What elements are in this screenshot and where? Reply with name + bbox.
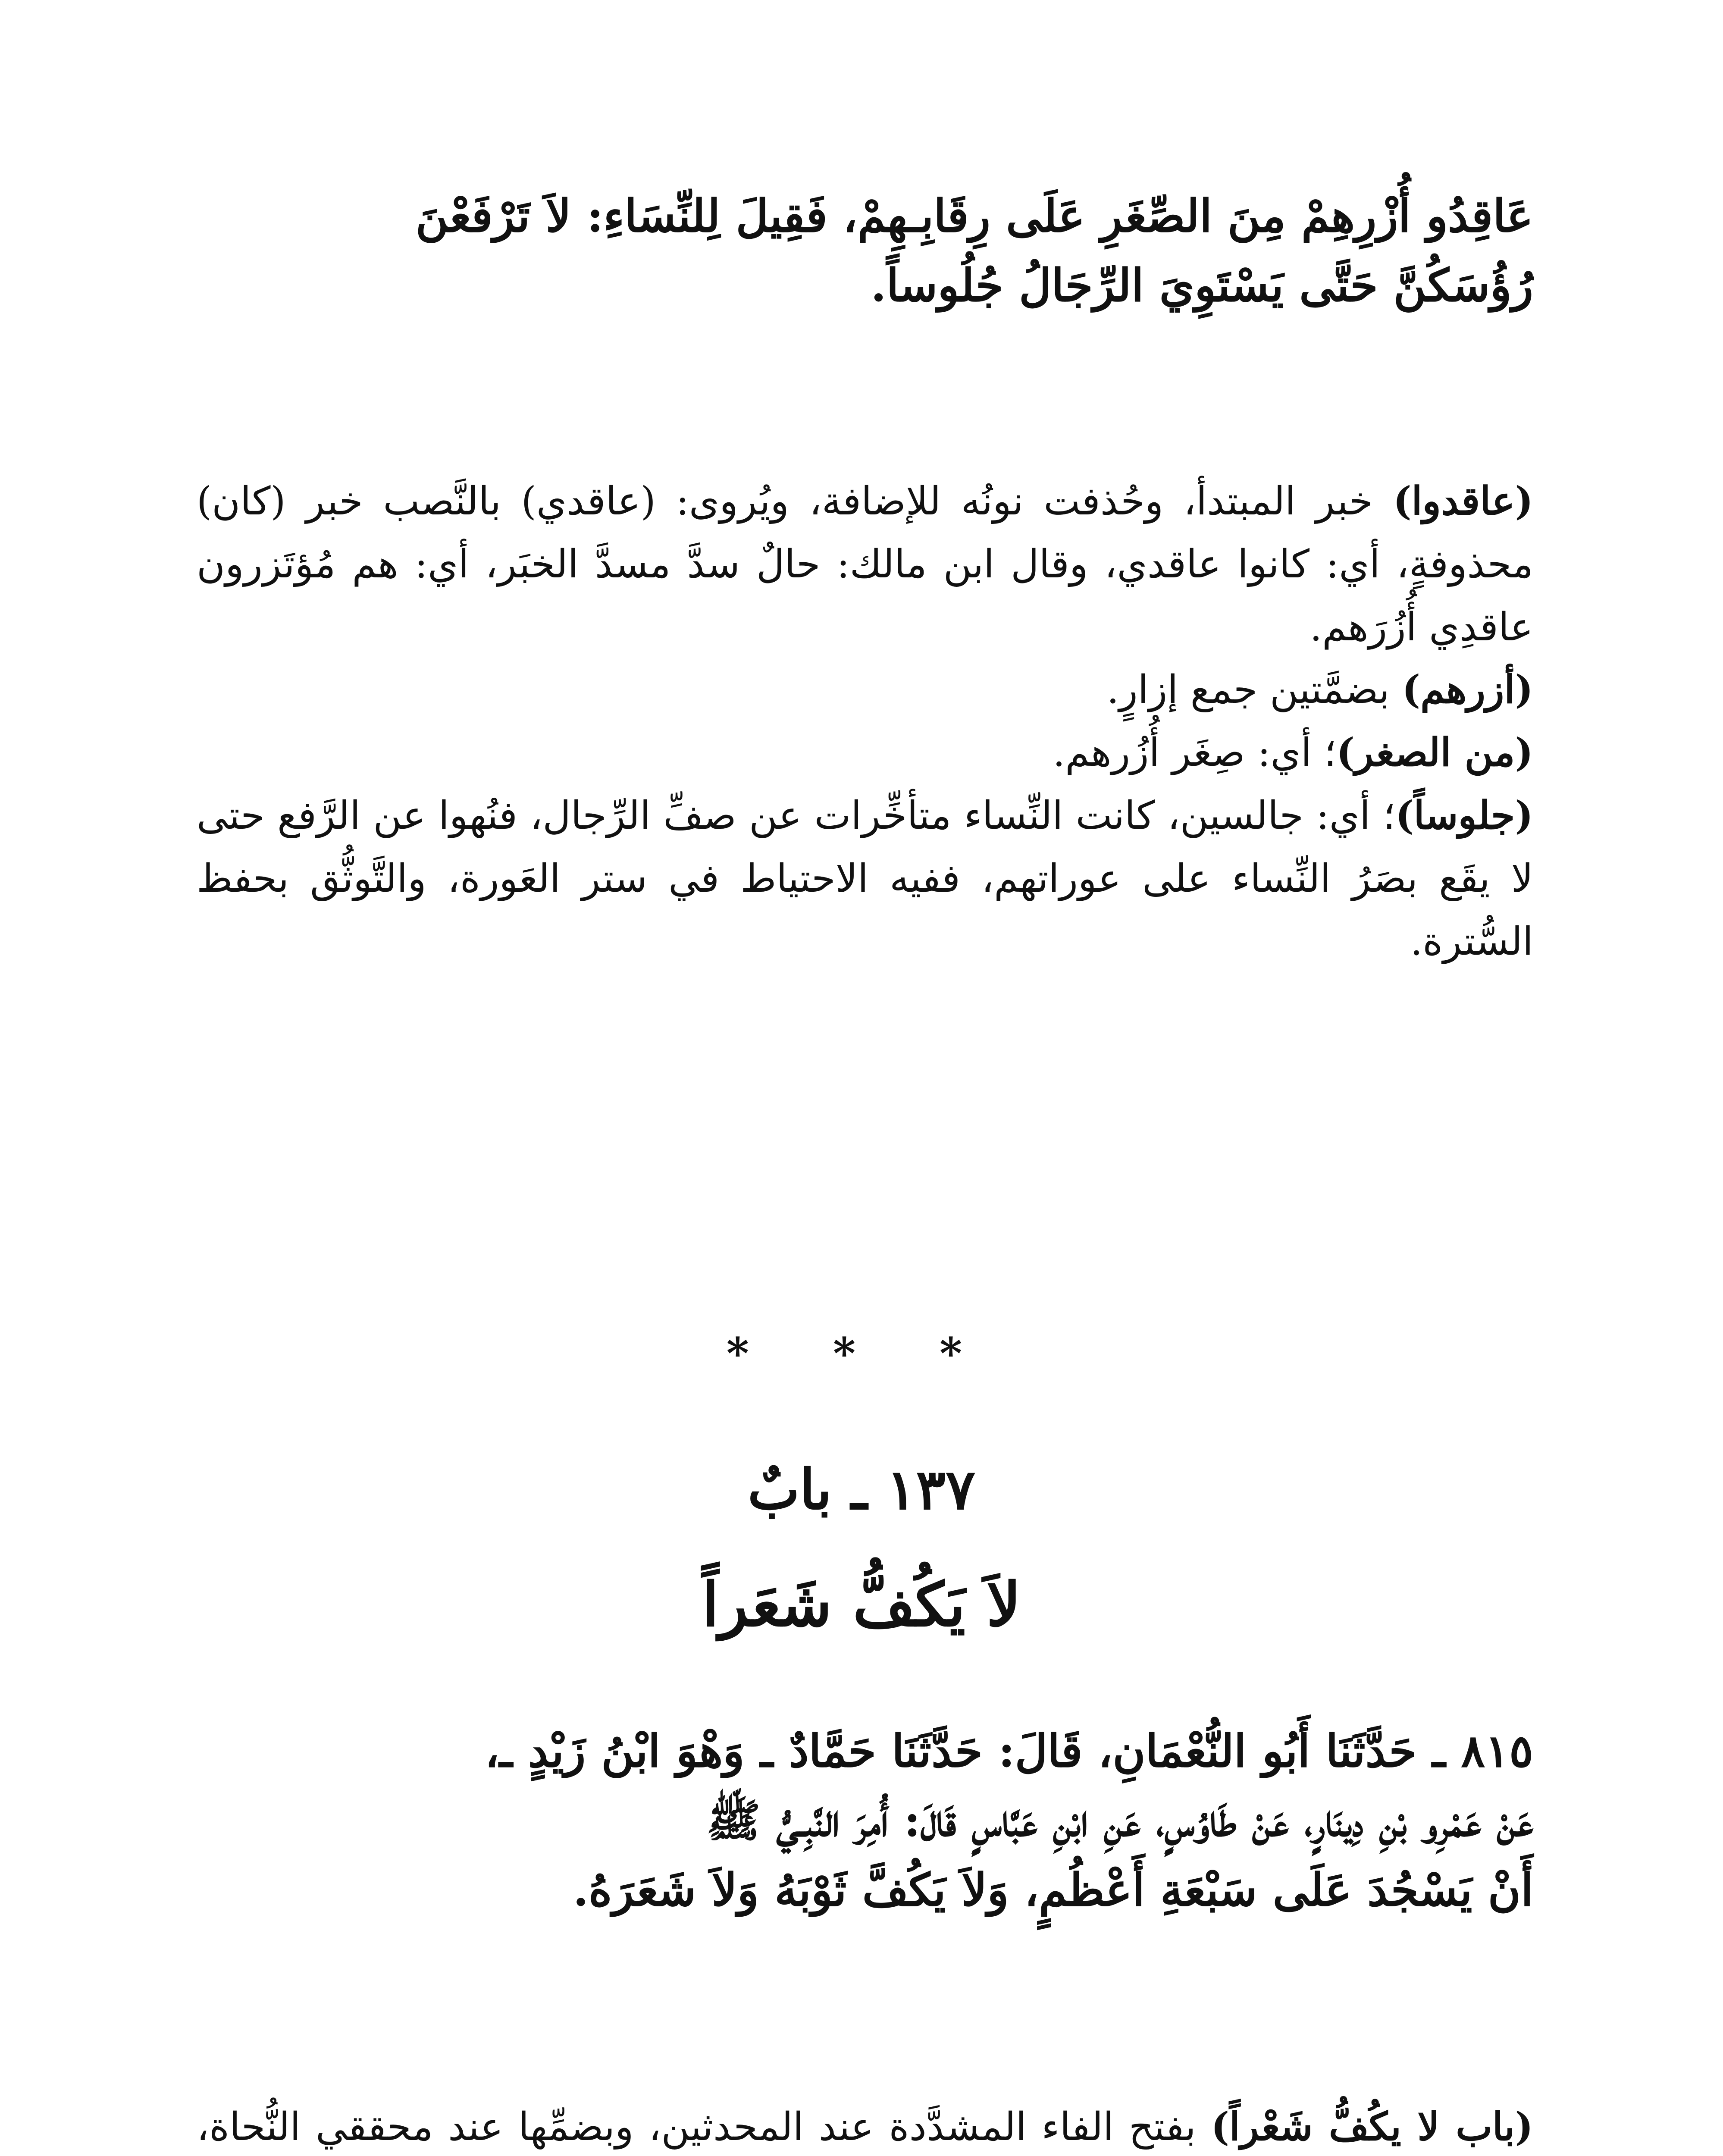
commentary-term: (من الصغر) <box>1336 730 1533 776</box>
commentary-text: بضمَّتين جمع إزارٍ. <box>1106 667 1402 713</box>
hadith-line: أَنْ يَسْجُدَ عَلَى سَبْعَةِ أَعْظُمٍ، وَلاَ يَكُفَّ ثَوْبَهُ وَلاَ شَعَرَهُ. <box>573 1863 1533 1917</box>
commentary-paragraph <box>197 658 1533 721</box>
section-separator: * * * <box>726 1328 997 1379</box>
commentary-paragraph <box>197 784 1533 973</box>
hadith-line: عَنْ عَمْرِو بْنِ دِينَارٍ، عَنْ طَاوُسٍ، عَنِ ابْنِ عَبَّاسٍ قَالَ: أُمِرَ النَّبِـيُّ ﷺ <box>706 1794 1533 1847</box>
commentary-paragraph <box>197 2096 1533 2156</box>
commentary-block <box>197 470 1533 973</box>
hadith-line: رُؤُسَكُنَّ حَتَّى يَسْتَوِيَ الرِّجَالُ جُلُوساً. <box>871 259 1533 312</box>
hadith-line: عَاقِدُو أُزْرِهِمْ مِنَ الصِّغَرِ عَلَى رِقَابِـهِمْ، فَقِيلَ لِلنِّسَاءِ: لاَ تَرْفَعْنَ <box>415 189 1533 242</box>
commentary-text: ؛ أي: صِغَر أُزُرهم. <box>1053 730 1337 776</box>
hadith-line: ٨١٥ ـ حَدَّثَنَا أَبُو النُّعْمَانِ، قَالَ: حَدَّثَنَا حَمَّادٌ ـ وَهْوَ ابْنُ زَيْدٍ ـ، <box>485 1724 1533 1777</box>
commentary-paragraph <box>197 470 1533 658</box>
commentary-paragraph <box>197 721 1533 784</box>
commentary-text: بفتح الفاء المشدَّدة عند المحدثين، وبضمِّها عند محققي النُّحاة، <box>197 2104 1196 2150</box>
hadith-continuation <box>197 181 1533 320</box>
hadith-815 <box>197 1716 1533 1925</box>
commentary-text: خبر المبتدأ، وحُذفت نونُه للإضافة، ويُروى: (عاقدي) بالنَّصب خبر (كان) محذوفةٍ، أي: كانوا عاقدي، وقال ابن مالك: حالٌ سدَّ مسدَّ الخبَر، أي: هم مُؤتَزرون عاقدِي أُزُرَهم. <box>197 479 1533 650</box>
commentary-term: (باب لا يكُفُّ شَعْراً) <box>1211 2104 1533 2150</box>
chapter-title: لاَ يَكُفُّ شَعَراً <box>702 1570 1021 1640</box>
chapter-number: ١٣٧ ـ بابٌ <box>748 1457 975 1522</box>
commentary-term: (جلوساً) <box>1395 792 1533 838</box>
chapter-commentary <box>197 2096 1533 2156</box>
commentary-term: (أزرهم) <box>1402 667 1533 713</box>
commentary-text: ؛ أي: جالسين، كانت النِّساء متأخِّرات عن صفِّ الرِّجال، فنُهوا عن الرَّفع حتى لا يقَع بصَرُ النِّساء على عوراتهم، ففيه الاحتياط في ستر العَورة، والتَّوثُّق بحفظ السُّترة. <box>197 793 1533 964</box>
commentary-term: (عاقدوا) <box>1393 478 1533 524</box>
